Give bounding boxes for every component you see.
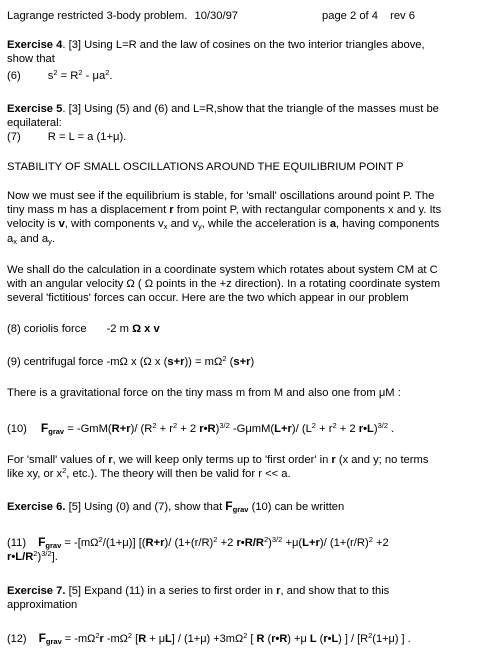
paragraph-1-line-2: tiny mass m has a displacement r from point P, with rectangular components x and y. Its	[7, 204, 442, 216]
equation-9: (9) centrifugal force -mΩ x (Ω x $(s+r)) = m\Omega^2$ (s+r)	[7, 354, 255, 368]
exercise-7-line-2: approximation	[7, 599, 78, 611]
equation-11-line-1: (11) $F_{grav} = -[m\Omega^2/(1+\mu)]$ [(R+r)/ ($1+(r/R)^2 +2$ $r•R/R^2)^{3/2} +\mu(L+r)/$ ($1+(r/R)^2 +2$	[7, 535, 389, 550]
page-number: page 2 of 4 rev 6	[322, 10, 415, 22]
exercise-7-label: Exercise 7.	[7, 585, 66, 597]
doc-date: 10/30/97	[194, 10, 239, 22]
doc-title: Lagrange restricted 3-body problem.	[7, 10, 188, 22]
equation-7: (7) R = L = a (1+μ).	[7, 131, 127, 143]
equation-6: (6) $s^2 = R^2 - \mu a^2$.	[7, 68, 113, 82]
equation-10: (10) $F_{grav} = -GmM(R+r)/$ ($R^2 + r^2 + 2$ r•R)$^{3/2}$ -GμmM(L+r)/ ($L^2 + r^2 + 2$ r•L)$^{3/2}$ .	[7, 421, 395, 436]
paragraph-2-line-2: with an angular velocity Ω ( Ω points in the +z direction). In a rotating coordinate system	[7, 278, 441, 290]
gravitational-text: There is a gravitational force on the tiny mass m from M and also one from μM :	[7, 387, 401, 399]
equation-8: (8) coriolis force -2 m Ω x v	[7, 323, 160, 335]
paragraph-1-line-1: Now we must see if the equilibrium is stable, for 'small' oscillations around point P. The	[7, 190, 435, 202]
exercise-4-label: Exercise 4	[7, 39, 63, 51]
exercise-5-line-1: Exercise 5. [3] Using (5) and (6) and L=R,show that the triangle of the masses must be	[7, 103, 439, 115]
exercise-5-line-2: equilateral:	[7, 117, 62, 129]
page-header	[7, 10, 238, 23]
exercise-4-line-1: Exercise 4. [3] Using L=R and the law of cosines on the two interior triangles above,	[7, 39, 425, 51]
equation-11-line-2: $r•L/R^2)^{3/2}$].	[7, 549, 58, 563]
paragraph-2-line-3: several 'fictitious' forces can occur. Here are the two which appear in our problem	[7, 292, 409, 304]
paragraph-1-line-4: $a_x$ and $a_y$.	[7, 233, 55, 246]
exercise-6: Exercise 6. [5] Using (0) and (7), show that $F_{grav}$ (10) can be written	[7, 499, 345, 514]
small-values-line-2: like xy, or $x^2$, etc.). The theory will then be valid for r << a.	[7, 466, 291, 480]
revision: rev 6	[390, 10, 415, 22]
equation-12: (12) $F_{grav} = -m\Omega^2r$ $-m\Omega^2$ $[R + \mu L] / (1+\mu) +3m\Omega^2$ [ R (r•R) +μ L (r•L) ] / [$R^2(1+\mu)$ ] .	[7, 631, 411, 646]
exercise-6-label: Exercise 6.	[7, 501, 66, 513]
section-heading: STABILITY OF SMALL OSCILLATIONS AROUND THE EQUILIBRIUM POINT P	[7, 161, 404, 173]
paragraph-1-line-3: velocity is v, with components $v_x$ and $v_y$, while the acceleration is a, having components	[7, 218, 440, 231]
exercise-7-line-1: Exercise 7. [5] Expand (11) in a series to first order in r, and show that to this	[7, 585, 390, 597]
small-values-line-1: For 'small' values of r, we will keep only terms up to 'first order' in r (x and y; no terms	[7, 454, 429, 466]
exercise-5-label: Exercise 5	[7, 103, 63, 115]
exercise-4-line-2: show that	[7, 53, 55, 65]
paragraph-2-line-1: We shall do the calculation in a coordinate system which rotates about system CM at C	[7, 264, 438, 276]
